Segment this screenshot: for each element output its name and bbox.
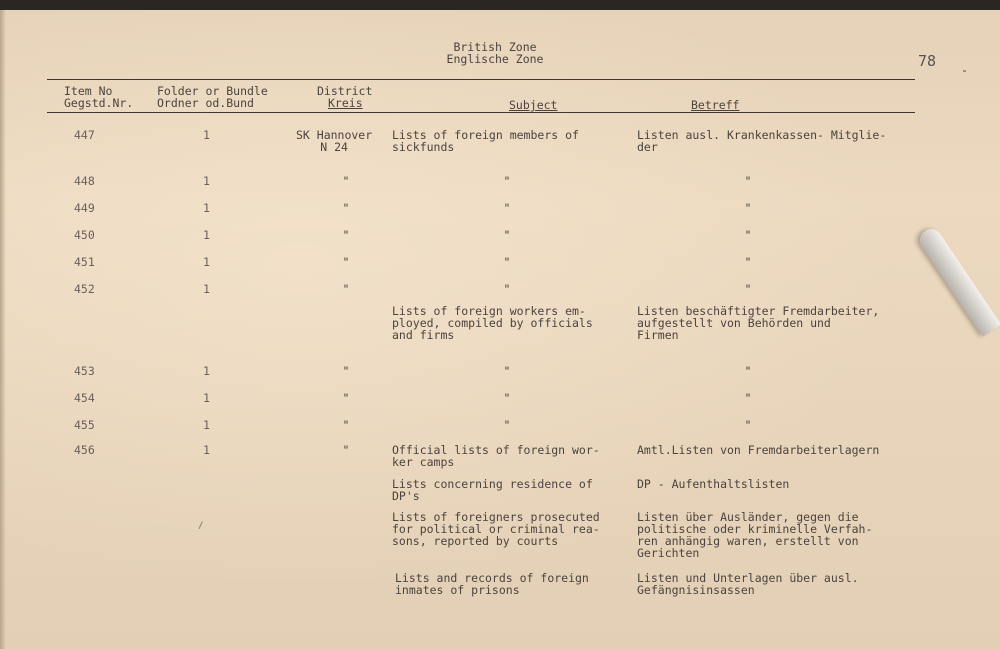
ditto-subject: " xyxy=(503,364,511,378)
zone-title-de: Englische Zone xyxy=(446,52,544,66)
header-rule-top xyxy=(47,79,915,80)
ditto-betreff: " xyxy=(744,282,752,296)
ditto-district: " xyxy=(342,174,350,188)
item-no: 448 xyxy=(74,174,95,188)
betreff-cell: Listen beschäftigter Fremdarbeiter, aufgestellt von Behörden und Firmen xyxy=(637,304,880,342)
ditto-district: " xyxy=(342,443,350,457)
ditto-district: " xyxy=(342,418,350,432)
item-no: 450 xyxy=(74,228,95,242)
ditto-betreff: " xyxy=(744,391,752,405)
subject-cell: Official lists of foreign wor- ker camps xyxy=(392,443,600,469)
ditto-district: " xyxy=(342,201,350,215)
item-no: 451 xyxy=(74,255,95,269)
ditto-district: " xyxy=(342,391,350,405)
ditto-district: " xyxy=(342,364,350,378)
ditto-subject: " xyxy=(503,255,511,269)
page-number: 78 xyxy=(918,52,937,70)
item-no: 454 xyxy=(74,391,95,405)
ditto-subject: " xyxy=(503,418,511,432)
col-district: District xyxy=(317,84,373,98)
ditto-betreff: " xyxy=(744,364,752,378)
betreff-cell: Amtl.Listen von Fremdarbeiterlagern xyxy=(637,443,880,457)
zone-title-en: British Zone xyxy=(453,40,537,54)
item-no: 452 xyxy=(74,282,95,296)
margin-mark: - xyxy=(961,63,968,77)
subject-cell: Lists of foreign members of sickfunds xyxy=(392,128,579,154)
col-folder: Folder or Bundle xyxy=(157,84,268,98)
col-subject: Subject xyxy=(509,98,558,112)
ditto-betreff: " xyxy=(744,201,752,215)
page-edge-shadow xyxy=(0,10,6,649)
header-rule-bottom xyxy=(47,112,915,113)
ditto-betreff: " xyxy=(744,255,752,269)
folder-no: 1 xyxy=(203,255,210,269)
col-betreff: Betreff xyxy=(691,98,740,112)
ditto-subject: " xyxy=(503,201,511,215)
item-no: 455 xyxy=(74,418,95,432)
folder-no: 1 xyxy=(203,391,210,405)
subject-cell: Lists concerning residence of DP's xyxy=(392,477,593,503)
subject-cell: Lists of foreign workers em- ployed, compiled by officials and firms xyxy=(392,304,593,342)
betreff-cell: Listen und Unterlagen über ausl. Gefängnisinsassen xyxy=(637,571,859,597)
subject-cell: Lists of foreigners prosecuted for political or criminal rea- sons, reported by courts xyxy=(392,510,600,548)
ditto-subject: " xyxy=(503,391,511,405)
ditto-betreff: " xyxy=(744,418,752,432)
folder-no: 1 xyxy=(203,282,210,296)
col-item-no-de: Gegstd.Nr. xyxy=(64,96,134,110)
item-no: 456 xyxy=(74,443,95,457)
district-cell: SK Hannover N 24 xyxy=(296,128,373,154)
folder-no: 1 xyxy=(203,228,210,242)
betreff-cell: Listen über Ausländer, gegen die politische oder kriminelle Verfah- ren anhängig waren, erstellt von Gerichten xyxy=(637,510,873,560)
ditto-district: " xyxy=(342,228,350,242)
folder-no: 1 xyxy=(203,201,210,215)
ditto-subject: " xyxy=(503,282,511,296)
betreff-cell: DP - Aufenthaltslisten xyxy=(637,477,790,491)
betreff-cell: Listen ausl. Krankenkassen- Mitglie- der xyxy=(637,128,887,154)
col-district-de: Kreis xyxy=(328,96,363,110)
col-folder-de: Ordner od.Bund xyxy=(157,96,254,110)
folder-no: 1 xyxy=(203,364,210,378)
ditto-subject: " xyxy=(503,174,511,188)
subject-cell: Lists and records of foreign inmates of prisons xyxy=(395,571,589,597)
document-page xyxy=(0,10,1000,649)
pencil-mark xyxy=(199,521,207,530)
ditto-district: " xyxy=(342,255,350,269)
folder-no: 1 xyxy=(203,443,210,457)
ditto-district: " xyxy=(342,282,350,296)
item-no: 449 xyxy=(74,201,95,215)
col-item-no: Item No xyxy=(64,84,113,98)
item-no: 453 xyxy=(74,364,95,378)
ditto-betreff: " xyxy=(744,228,752,242)
folder-no: 1 xyxy=(203,418,210,432)
folder-no: 1 xyxy=(203,128,210,142)
ditto-subject: " xyxy=(503,228,511,242)
item-no: 447 xyxy=(74,128,95,142)
folder-no: 1 xyxy=(203,174,210,188)
ditto-betreff: " xyxy=(744,174,752,188)
